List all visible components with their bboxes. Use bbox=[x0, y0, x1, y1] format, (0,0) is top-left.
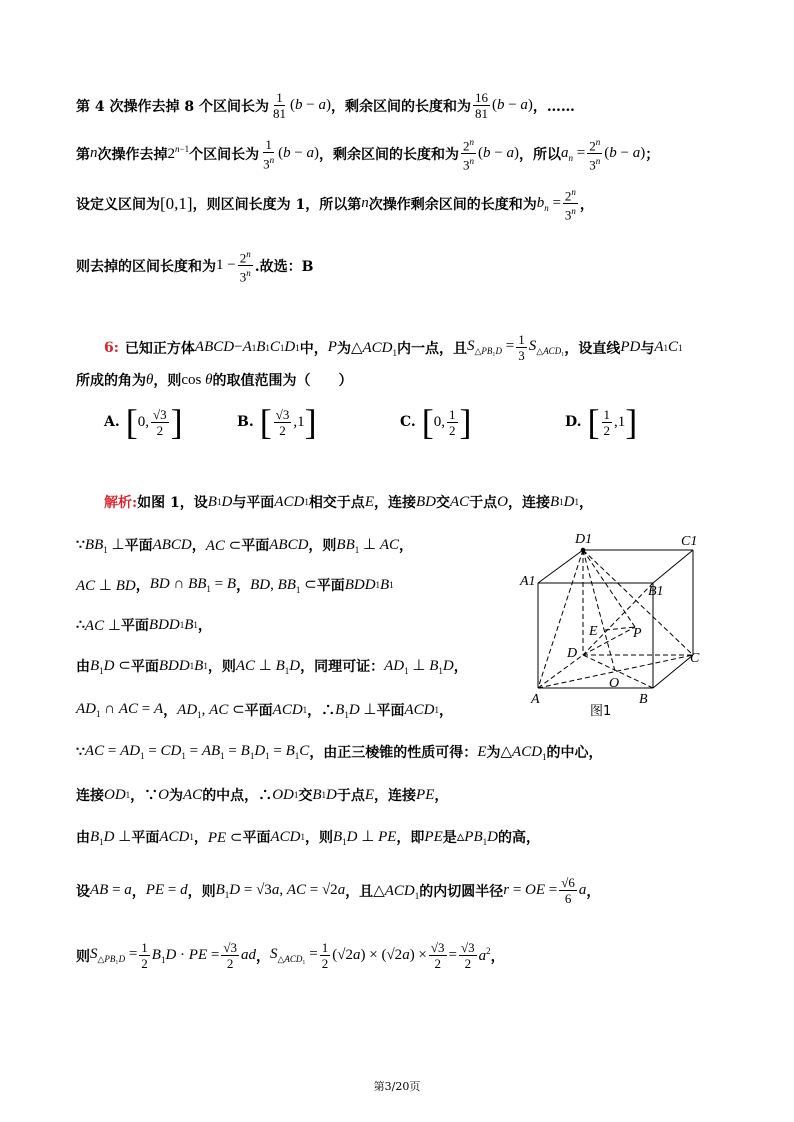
label-a1: A1 bbox=[520, 574, 536, 589]
option-d[interactable]: D. [ $\frac{1}{2}$ ,1 ] bbox=[565, 402, 638, 442]
figure-caption: 图1 bbox=[590, 704, 612, 719]
question-6-line-1: 6: 已知正方体 ABCD − A 1 B 1 C 1 D 1 中， P 为 $\triangle ACD_1$ 内一点，且 $S_{\triangle PB_1D}$ = $\frac{1}{3}$ $S_{\triangle ACD_1}$ ，设直线 PD 与 A 1 C 1 bbox=[104, 332, 683, 363]
solution-line-10: 设 AB = a ， PE = d ，则 $B_1D = √3a$, AC = √2a ，且 $\triangle ACD_1$ 的内切圆半径 r = OE = $\frac{√6}{6}$ a ， bbox=[76, 875, 601, 906]
solution-line-8: 连接 OD 1 ，∵ O 为 AC 的中点，∴ OD 1 交 B 1 D 于点 E ，连接 PE ， bbox=[76, 786, 449, 804]
label-p: P bbox=[633, 626, 642, 641]
text-line-3: 设定义区间为 [0,1] ，则区间长度为 1，所以第 n 次操作剩余区间的长度和为 $b_n$ = $\frac{2^n}{3^n}$ ， bbox=[76, 187, 594, 223]
page-footer: 第3/20页 bbox=[373, 1080, 421, 1093]
solution-line-7: ∵ AC = $AD_1 = CD_1 = AB_1 = B_1D_1 = B_1C$ ，由正三棱锥的性质可得： E 为 $\triangle ACD_1$ 的中心， bbox=[76, 743, 603, 762]
solution-line-4: ∴ AC ⊥ 平面 BDD 1 B 1 ， bbox=[76, 616, 212, 634]
option-c[interactable]: C. [ 0, $\frac{1}{2}$ ] bbox=[400, 402, 472, 442]
option-a[interactable]: A. [ 0, $\frac{√3}{2}$ ] bbox=[104, 402, 183, 442]
point-d1 bbox=[581, 548, 585, 552]
text-line-1: 第 4 次操作去掉 8 个区间长为 $\frac{1}{81}$ (b − a) ，剩余区间的长度和为 $\frac{16}{81}$ (b − a) ，…… bbox=[76, 90, 575, 121]
solution-line-1: 解析: 如图 1，设 B 1 D 与平面 ACD 1 相交于点 E ，连接 BD 交 AC 于点 O ，连接 B 1 D 1 ， bbox=[104, 493, 594, 511]
label-o: O bbox=[609, 676, 620, 691]
option-b[interactable]: B. [ $\frac{√3}{2}$ ,1 ] bbox=[237, 402, 317, 442]
solution-line-3: AC ⊥ BD ， BD ∩ $BB_1 = B$ ， BD, $BB_1$ ⊂ 平面 BDD 1 B 1 bbox=[76, 576, 394, 595]
solution-line-6: $AD_1$ ∩ AC = A ， $AD_1$, AC ⊂ 平面 ACD 1 ，∴ $B_1D$ ⊥ 平面 ACD 1 ， bbox=[76, 701, 453, 720]
edge-b-c bbox=[653, 655, 693, 688]
edge-d1-a1 bbox=[538, 550, 583, 583]
label-c1: C1 bbox=[681, 534, 698, 549]
label-d: D bbox=[567, 646, 578, 661]
label-b: B bbox=[639, 692, 648, 707]
seg-e-p bbox=[605, 627, 635, 630]
solution-line-9: 由 $B_1D$ ⊥ 平面 ACD 1 ， PE ⊂ 平面 ACD 1 ，则 $B_1D$ ⊥ PE ，即 PE 是 $▵PB_1D$ 的高， bbox=[76, 828, 540, 847]
edge-b1-c1 bbox=[653, 550, 693, 583]
seg-d1-o bbox=[583, 550, 615, 671]
solution-line-11: 则 $S_{\triangle PB_1D}$ = $\frac{1}{2}$ $B_1D$ · PE = $\frac{√3}{2}$ ad ， $S_{\triangle ACD_1}$ = $\frac{1}{2}$ (√2a) × (√2a) × $\frac{√3}{2}$ = $\frac{√3}{2}$ $a^2$ ， bbox=[76, 940, 505, 971]
label-e: E bbox=[589, 624, 598, 639]
label-c: C bbox=[690, 651, 700, 666]
text-line-4: 则去掉的区间长度和为 1 − $\frac{2^n}{3^n}$ .故选：B bbox=[76, 249, 314, 285]
solution-line-5: 由 $B_1D$ ⊂ 平面 BDD 1 B 1 ，则 AC ⊥ $B_1D$ ，同理可证： $AD_1$ ⊥ $B_1D$ ， bbox=[76, 657, 468, 676]
label-a: A bbox=[531, 692, 540, 707]
text-line-2: 第 n 次操作去掉 $2^{n-1}$ 个区间长为 $\frac{1}{3^n}$ (b − a) ，剩余区间的长度和为 $\frac{2^n}{3^n}$ (b − a) ，所以 $a_n$ = $\frac{2^n}{3^n}$ (b − a) ； bbox=[76, 136, 660, 173]
label-d1: D1 bbox=[575, 532, 593, 547]
solution-line-2: ∵ $BB_1$ ⊥ 平面 ABCD ， AC ⊂ 平面 ABCD ，则 $BB_1$ ⊥ AC ， bbox=[76, 536, 413, 555]
seg-d1-p bbox=[583, 550, 635, 627]
seg-d1-a bbox=[538, 550, 583, 688]
seg-b1-d bbox=[583, 583, 653, 655]
cube-figure bbox=[515, 525, 715, 725]
question-6-line-2: 所成的角为 θ ，则 cos θ 的取值范围为（ ） bbox=[76, 371, 353, 389]
label-b1: B1 bbox=[648, 584, 664, 599]
